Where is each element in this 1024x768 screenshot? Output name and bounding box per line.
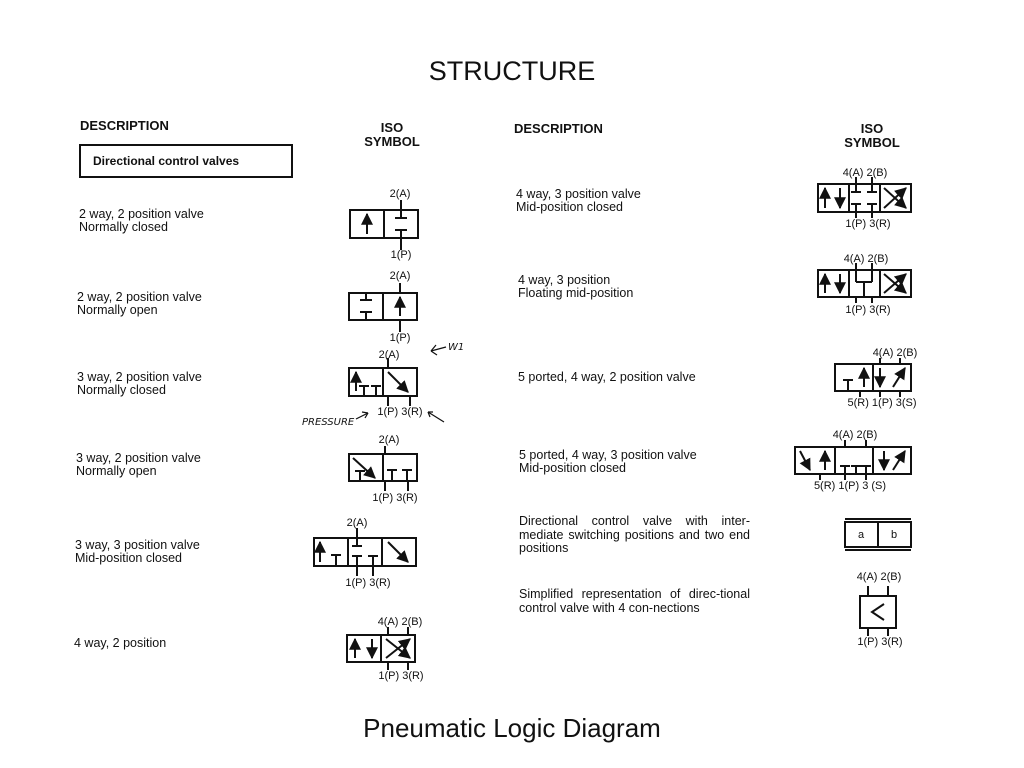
right-row-6-port-top: 4(A) 2(B) (856, 571, 902, 583)
valve-symbol-2way-nc (350, 200, 418, 250)
right-description-header: DESCRIPTION (514, 121, 603, 136)
handwritten-note-pressure: PRESSURE (302, 417, 355, 428)
right-row-3-description: 5 ported, 4 way, 2 position valve (518, 370, 696, 384)
left-row-4-port-top: 2(A) (378, 434, 400, 446)
left-row-6-port-bottom: 1(P) 3(R) (378, 670, 424, 682)
valve-symbol-4way-3pos-closed (818, 177, 911, 218)
right-row-2-description: 4 way, 3 position Floating mid-position (518, 273, 634, 300)
left-row-2-port-bottom: 1(P) (389, 332, 411, 344)
left-row-4-port-bottom: 1(P) 3(R) (372, 492, 418, 504)
right-row-2-port-bottom: 1(P) 3(R) (845, 304, 891, 316)
left-row-4-description: 3 way, 2 position valve Normally open (76, 451, 201, 478)
valve-symbol-5port-3pos (795, 440, 911, 480)
valve-symbol-2way-no (349, 283, 417, 332)
right-row-6-port-bottom: 1(P) 3(R) (857, 636, 903, 648)
valve-symbol-intermediate-positions (845, 519, 911, 550)
left-row-3-port-bottom: 1(P) 3(R) (377, 406, 423, 418)
left-row-3-description: 3 way, 2 position valve Normally closed (77, 370, 202, 397)
category-box-directional-control-valves: Directional control valves (79, 144, 293, 178)
right-row-1-description: 4 way, 3 position valve Mid-position closed (516, 187, 641, 214)
right-iso-symbol-header: ISO SYMBOL (844, 121, 900, 150)
left-row-1-port-bottom: 1(P) (390, 249, 412, 261)
left-row-1-description: 2 way, 2 position valve Normally closed (79, 207, 204, 234)
right-row-1-port-bottom: 1(P) 3(R) (845, 218, 891, 230)
right-row-3-port-bottom: 5(R) 1(P) 3(S) (847, 397, 917, 409)
left-row-5-port-top: 2(A) (346, 517, 368, 529)
left-row-2-description: 2 way, 2 position valve Normally open (77, 290, 202, 317)
left-row-5-description: 3 way, 3 position valve Mid-position closed (75, 538, 200, 565)
handwritten-note-w1: W1 (448, 342, 465, 353)
left-row-6-description: 4 way, 2 position (74, 636, 167, 650)
left-row-5-port-bottom: 1(P) 3(R) (345, 577, 391, 589)
left-iso-symbol-header: ISO SYMBOL (364, 120, 420, 149)
left-description-header: DESCRIPTION (80, 118, 169, 133)
left-row-1-port-top: 2(A) (389, 188, 411, 200)
valve-symbol-simplified-4conn (860, 586, 896, 636)
right-row-6-description: Simplified representation of direc-tional control valve with 4 con-nections (519, 587, 750, 615)
right-row-3-port-top: 4(A) 2(B) (872, 347, 918, 359)
valve-symbol-5port-2pos (835, 358, 911, 397)
valve-symbol-3way-nc (349, 358, 417, 406)
left-row-6-port-top: 4(A) 2(B) (377, 616, 423, 628)
valve-symbol-3way-no (349, 446, 417, 491)
slide-footer: Pneumatic Logic Diagram (363, 713, 661, 743)
valve-symbol-4way-3pos-floating (818, 263, 911, 303)
right-row-5-box-a: a (857, 529, 865, 541)
right-row-1-port-top: 4(A) 2(B) (842, 167, 888, 179)
right-row-5-description: Directional control valve with inter-mediate switching positions and two end positions (519, 514, 750, 555)
right-row-4-port-bottom: 5(R) 1(P) 3 (S) (813, 480, 887, 492)
left-row-2-port-top: 2(A) (389, 270, 411, 282)
right-row-5-box-b: b (890, 529, 898, 541)
valve-symbol-3way-3pos (314, 528, 416, 576)
left-row-3-port-top: 2(A) (378, 349, 400, 361)
right-row-4-description: 5 ported, 4 way, 3 position valve Mid-position closed (519, 448, 697, 475)
right-row-4-port-top: 4(A) 2(B) (832, 429, 878, 441)
slide-title: STRUCTURE (428, 56, 596, 86)
valve-symbol-4way-2pos (347, 627, 415, 670)
right-row-2-port-top: 4(A) 2(B) (843, 253, 889, 265)
